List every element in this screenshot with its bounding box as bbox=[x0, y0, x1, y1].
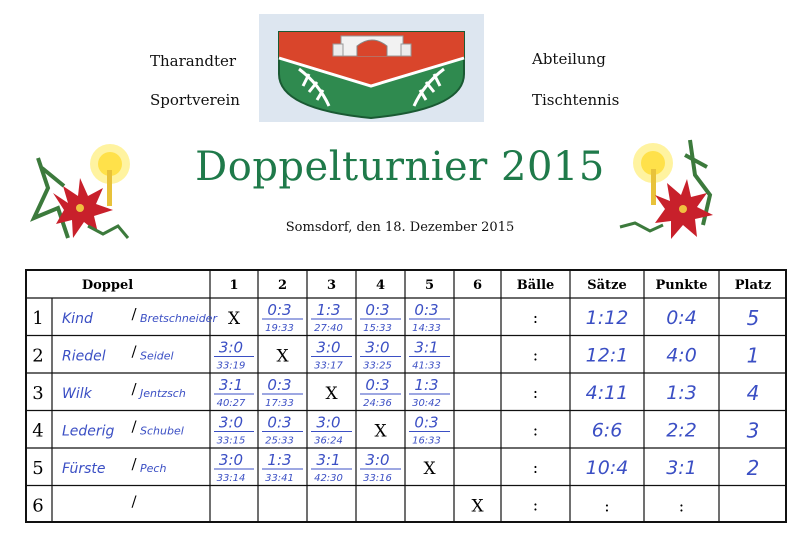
match-sets: 3:0 bbox=[316, 413, 341, 432]
row-number: 3 bbox=[32, 382, 44, 404]
row-number: 2 bbox=[32, 345, 44, 367]
page-title: Doppelturnier 2015 bbox=[195, 144, 605, 190]
club-name-line1: Tharandter bbox=[150, 52, 237, 70]
points-total: 4:0 bbox=[666, 344, 697, 367]
sets-total: 4:11 bbox=[585, 381, 629, 404]
pair-separator: / bbox=[131, 379, 137, 398]
match-sets: 3:0 bbox=[316, 338, 341, 357]
match-sets: 0:3 bbox=[267, 376, 292, 394]
match-balls: 19:33 bbox=[265, 323, 294, 334]
column-header: Platz bbox=[734, 278, 772, 293]
diagonal-x-mark: X bbox=[276, 346, 289, 367]
match-sets: 3:0 bbox=[365, 338, 390, 357]
player-2-name: Schubel bbox=[140, 424, 184, 438]
sets-total: : bbox=[604, 496, 610, 516]
player-2-name: Seidel bbox=[140, 349, 174, 363]
match-sets: 1:3 bbox=[316, 301, 341, 319]
match-balls: 16:33 bbox=[412, 435, 441, 447]
match-balls: 33:14 bbox=[216, 473, 246, 484]
column-header: 5 bbox=[424, 278, 435, 293]
match-sets: 3:1 bbox=[218, 376, 244, 394]
match-balls: 25:33 bbox=[265, 435, 294, 447]
sets-total: 10:4 bbox=[585, 456, 629, 479]
placement: 4 bbox=[746, 380, 760, 405]
match-sets: 1:3 bbox=[267, 451, 292, 469]
diagonal-x-mark: X bbox=[471, 496, 484, 517]
tournament-results-table bbox=[25, 269, 787, 523]
match-balls: 24:36 bbox=[363, 398, 392, 409]
match-balls: 33:15 bbox=[216, 435, 246, 447]
row-number: 4 bbox=[32, 420, 44, 442]
match-balls: 41:33 bbox=[412, 360, 441, 372]
match-balls: 33:17 bbox=[314, 360, 343, 372]
match-balls: 14:33 bbox=[412, 323, 441, 334]
column-header: Doppel bbox=[81, 278, 134, 293]
match-sets: 3:0 bbox=[218, 338, 244, 357]
balls-total: : bbox=[532, 420, 539, 440]
player-2-name: Pech bbox=[140, 461, 167, 475]
match-sets: 0:3 bbox=[267, 301, 292, 319]
balls-total: : bbox=[532, 382, 539, 402]
points-total: : bbox=[678, 496, 685, 516]
sets-total: 6:6 bbox=[591, 419, 623, 442]
club-crest-logo bbox=[259, 14, 484, 122]
match-balls: 30:42 bbox=[412, 398, 441, 409]
column-header: Punkte bbox=[655, 278, 708, 293]
match-sets: 0:3 bbox=[414, 301, 439, 319]
player-1-name: Riedel bbox=[62, 348, 106, 365]
match-balls: 17:33 bbox=[265, 398, 294, 409]
sets-total: 12:1 bbox=[585, 344, 629, 367]
sets-total: 1:12 bbox=[585, 306, 629, 329]
match-sets: 1:3 bbox=[414, 376, 439, 394]
points-total: 2:2 bbox=[666, 419, 697, 442]
match-sets: 3:1 bbox=[316, 451, 341, 469]
match-balls: 27:40 bbox=[314, 323, 343, 334]
placement: 3 bbox=[746, 418, 760, 443]
player-1-name: Kind bbox=[62, 310, 93, 327]
balls-total: : bbox=[532, 307, 539, 327]
column-header: Bälle bbox=[516, 278, 555, 293]
match-balls: 42:30 bbox=[314, 473, 343, 484]
player-1-name: Lederig bbox=[62, 423, 115, 440]
diagonal-x-mark: X bbox=[423, 458, 436, 479]
column-header: 1 bbox=[229, 278, 239, 293]
column-header: 2 bbox=[277, 278, 288, 293]
column-header: 4 bbox=[375, 278, 386, 293]
column-header: Sätze bbox=[587, 278, 627, 293]
department-line2: Tischtennis bbox=[532, 91, 620, 109]
column-header: 3 bbox=[326, 278, 337, 293]
pair-separator: / bbox=[131, 304, 137, 323]
match-balls: 40:27 bbox=[216, 398, 246, 409]
match-sets: 0:3 bbox=[365, 376, 390, 394]
pair-separator: / bbox=[131, 417, 137, 436]
row-number: 5 bbox=[32, 457, 44, 479]
match-balls: 33:19 bbox=[216, 360, 246, 372]
pair-separator: / bbox=[131, 342, 137, 361]
date-location-subtitle: Somsdorf, den 18. Dezember 2015 bbox=[285, 220, 515, 235]
player-1-name: Wilk bbox=[62, 385, 92, 402]
diagonal-x-mark: X bbox=[325, 383, 338, 404]
player-2-name: Bretschneider bbox=[140, 311, 217, 325]
points-total: 0:4 bbox=[666, 306, 697, 329]
match-sets: 3:0 bbox=[218, 413, 244, 432]
balls-total: : bbox=[532, 495, 539, 515]
row-number: 1 bbox=[32, 307, 44, 329]
row-number: 6 bbox=[32, 495, 44, 517]
diagonal-x-mark: X bbox=[227, 308, 241, 329]
placement: 5 bbox=[746, 305, 760, 330]
match-balls: 33:25 bbox=[363, 360, 392, 372]
pair-separator: / bbox=[131, 454, 137, 473]
player-1-name: Fürste bbox=[62, 460, 106, 477]
points-total: 3:1 bbox=[666, 456, 697, 479]
match-sets: 3:0 bbox=[365, 451, 390, 469]
match-balls: 33:41 bbox=[265, 473, 294, 484]
balls-total: : bbox=[532, 345, 539, 365]
match-sets: 3:1 bbox=[414, 338, 439, 357]
department-line1: Abteilung bbox=[532, 50, 606, 68]
match-sets: 0:3 bbox=[414, 413, 439, 432]
match-balls: 15:33 bbox=[363, 323, 392, 334]
table-content bbox=[32, 278, 771, 516]
match-sets: 0:3 bbox=[365, 301, 390, 319]
placement: 1 bbox=[746, 343, 760, 368]
match-sets: 0:3 bbox=[267, 413, 292, 432]
points-total: 1:3 bbox=[666, 381, 697, 404]
balls-total: : bbox=[532, 457, 539, 477]
placement: 2 bbox=[746, 455, 760, 480]
column-header: 6 bbox=[472, 278, 483, 293]
player-2-name: Jentzsch bbox=[140, 386, 186, 400]
match-balls: 33:16 bbox=[363, 473, 392, 484]
diagonal-x-mark: X bbox=[374, 421, 387, 442]
match-sets: 3:0 bbox=[218, 451, 244, 469]
club-name-line2: Sportverein bbox=[150, 91, 240, 109]
pair-separator: / bbox=[131, 492, 137, 511]
match-balls: 36:24 bbox=[314, 435, 343, 447]
